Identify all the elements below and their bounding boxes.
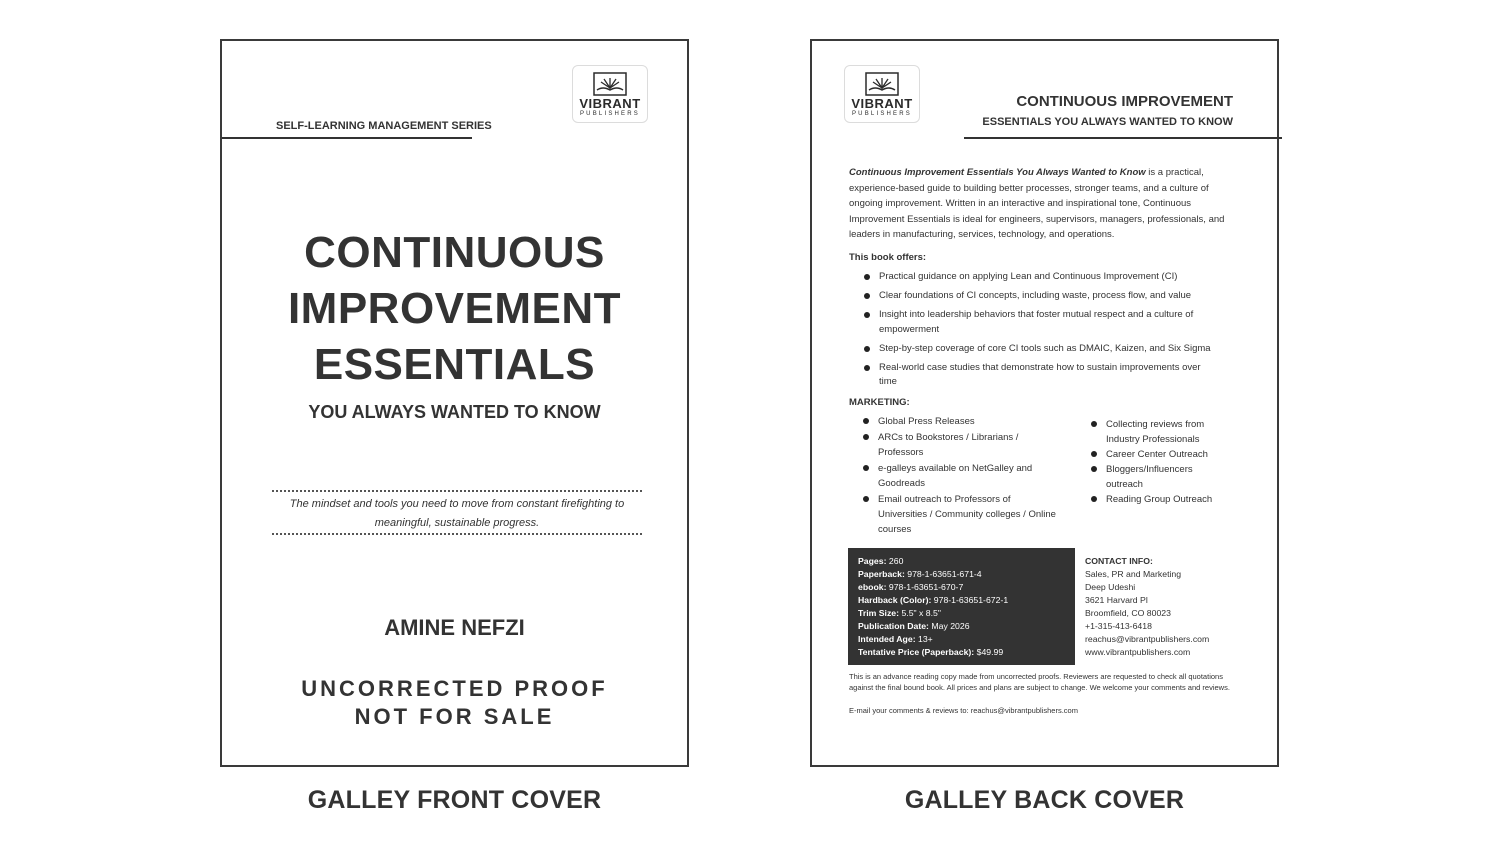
- spec-value: May 2026: [928, 621, 970, 631]
- spec-label: Trim Size:: [858, 608, 900, 618]
- description-title: Continuous Improvement Essentials You Always Wanted to Know: [849, 167, 1146, 178]
- back-cover-caption: GALLEY BACK COVER: [904, 786, 1185, 814]
- list-item: Career Center Outreach: [1076, 447, 1226, 462]
- publisher-logo: [572, 65, 648, 123]
- dotted-divider-bottom: [272, 533, 642, 535]
- open-book-icon: [593, 72, 627, 96]
- spec-value: $49.99: [974, 647, 1004, 657]
- book-title: [222, 225, 687, 393]
- title-line: CONTINUOUS: [304, 228, 605, 277]
- offers-list: [849, 270, 1211, 394]
- series-divider: [222, 137, 472, 139]
- spec-label: Intended Age:: [858, 634, 916, 644]
- spec-value: 978-1-63651-670-7: [886, 582, 964, 592]
- logo-brand: VIBRANT: [579, 96, 641, 111]
- title-line: ESSENTIALS: [313, 340, 596, 389]
- list-item: Real-world case studies that demonstrate how to sustain improvements over time: [849, 361, 1211, 390]
- list-item: e-galleys available on NetGalley and Goodreads: [848, 461, 1058, 491]
- dotted-divider-top: [272, 490, 642, 492]
- spec-row: [858, 646, 1065, 659]
- series-label: SELF-LEARNING MANAGEMENT SERIES: [276, 120, 492, 132]
- logo-brand: VIBRANT: [851, 96, 913, 111]
- logo-subtext: PUBLISHERS: [579, 111, 640, 117]
- list-item: ARCs to Bookstores / Librarians / Professors: [848, 430, 1058, 460]
- advance-copy-note: This is an advance reading copy made from uncorrected proofs. Reviewers are requested to check all quotations against the final bound book. All prices and plans are subject to change. We welcome your comments and reviews.: [849, 672, 1230, 692]
- tagline-line: The mindset and tools you need to move from constant firefighting to: [289, 498, 625, 510]
- spec-row: [858, 620, 1065, 633]
- spec-label: Pages:: [858, 556, 887, 566]
- list-item: Global Press Releases: [848, 414, 1058, 429]
- contact-phone: +1-315-413-6418: [1085, 621, 1152, 631]
- list-item: Email outreach to Professors of Universities / Community colleges / Online courses: [848, 492, 1058, 537]
- list-item: Reading Group Outreach: [1076, 492, 1226, 507]
- spec-row: [858, 568, 1065, 581]
- spec-value: 5.5" x 8.5": [899, 608, 941, 618]
- book-specs-box: [848, 548, 1075, 665]
- author-name: AMINE NEFZI: [384, 615, 525, 640]
- contact-line: Sales, PR and Marketing: [1085, 569, 1182, 579]
- list-item: Insight into leadership behaviors that foster mutual respect and a culture of empowerment: [849, 308, 1211, 337]
- tagline-line: meaningful, sustainable progress.: [374, 517, 540, 529]
- list-item: Collecting reviews from Industry Professionals: [1076, 417, 1226, 447]
- contact-line: Broomfield, CO 80023: [1085, 608, 1171, 618]
- spec-label: Tentative Price (Paperback):: [858, 647, 975, 657]
- contact-info: [1085, 555, 1209, 659]
- contact-heading: CONTACT INFO:: [1085, 556, 1153, 566]
- offers-heading: This book offers:: [849, 252, 927, 263]
- description-text: is a practical, experience-based guide to building better processes, stronger teams, and a culture of ongoing improvement. Written in an interactive and inspirational tone, Continuous Improvement Essentials is ideal for engineers, supervisors, managers, professionals, and leaders in manufacturing, services, technology, and operations.: [849, 167, 1225, 240]
- open-book-icon: [865, 72, 899, 96]
- spec-value: 978-1-63651-672-1: [931, 595, 1009, 605]
- spec-value: 978-1-63651-671-4: [904, 569, 982, 579]
- spec-row: [858, 594, 1065, 607]
- list-item: Practical guidance on applying Lean and Continuous Improvement (CI): [849, 270, 1211, 285]
- spec-value: 260: [886, 556, 904, 566]
- spec-value: 13+: [915, 634, 933, 644]
- logo-subtext: PUBLISHERS: [851, 111, 912, 117]
- proof-notice: [222, 675, 687, 731]
- contact-website: www.vibrantpublishers.com: [1085, 647, 1191, 657]
- back-cover: [810, 39, 1279, 767]
- contact-line: Deep Udeshi: [1085, 582, 1136, 592]
- tagline: [272, 495, 642, 533]
- spec-label: ebook:: [858, 582, 887, 592]
- review-email-line: E-mail your comments & reviews to: reachus@vibrantpublishers.com: [849, 706, 1078, 715]
- spec-label: Hardback (Color):: [858, 595, 932, 605]
- back-title-block: [982, 93, 1233, 128]
- marketing-list-left: [848, 414, 1058, 538]
- proof-line: NOT FOR SALE: [354, 704, 555, 729]
- list-item: Bloggers/Influencers outreach: [1076, 462, 1226, 492]
- list-item: Step-by-step coverage of core CI tools such as DMAIC, Kaizen, and Six Sigma: [849, 342, 1211, 357]
- title-line: IMPROVEMENT: [287, 284, 622, 333]
- spec-row: [858, 581, 1065, 594]
- front-cover: [220, 39, 689, 767]
- spec-row: [858, 633, 1065, 646]
- spec-label: Publication Date:: [858, 621, 929, 631]
- back-subtitle: ESSENTIALS YOU ALWAYS WANTED TO KNOW: [982, 116, 1233, 128]
- back-title-divider: [964, 137, 1282, 139]
- spec-row: [858, 555, 1065, 568]
- back-title: CONTINUOUS IMPROVEMENT: [1016, 93, 1233, 110]
- front-cover-caption: GALLEY FRONT COVER: [307, 786, 602, 814]
- marketing-list-right: [1076, 417, 1226, 507]
- spec-row: [858, 607, 1065, 620]
- contact-line: 3621 Harvard Pl: [1085, 595, 1148, 605]
- book-description: [849, 165, 1244, 243]
- spec-label: Paperback:: [858, 569, 905, 579]
- publisher-logo: [844, 65, 920, 123]
- marketing-heading: MARKETING:: [849, 397, 910, 408]
- contact-email: reachus@vibrantpublishers.com: [1085, 634, 1210, 644]
- book-subtitle: YOU ALWAYS WANTED TO KNOW: [308, 402, 601, 422]
- proof-line: UNCORRECTED PROOF: [301, 676, 608, 701]
- list-item: Clear foundations of CI concepts, including waste, process flow, and value: [849, 289, 1211, 304]
